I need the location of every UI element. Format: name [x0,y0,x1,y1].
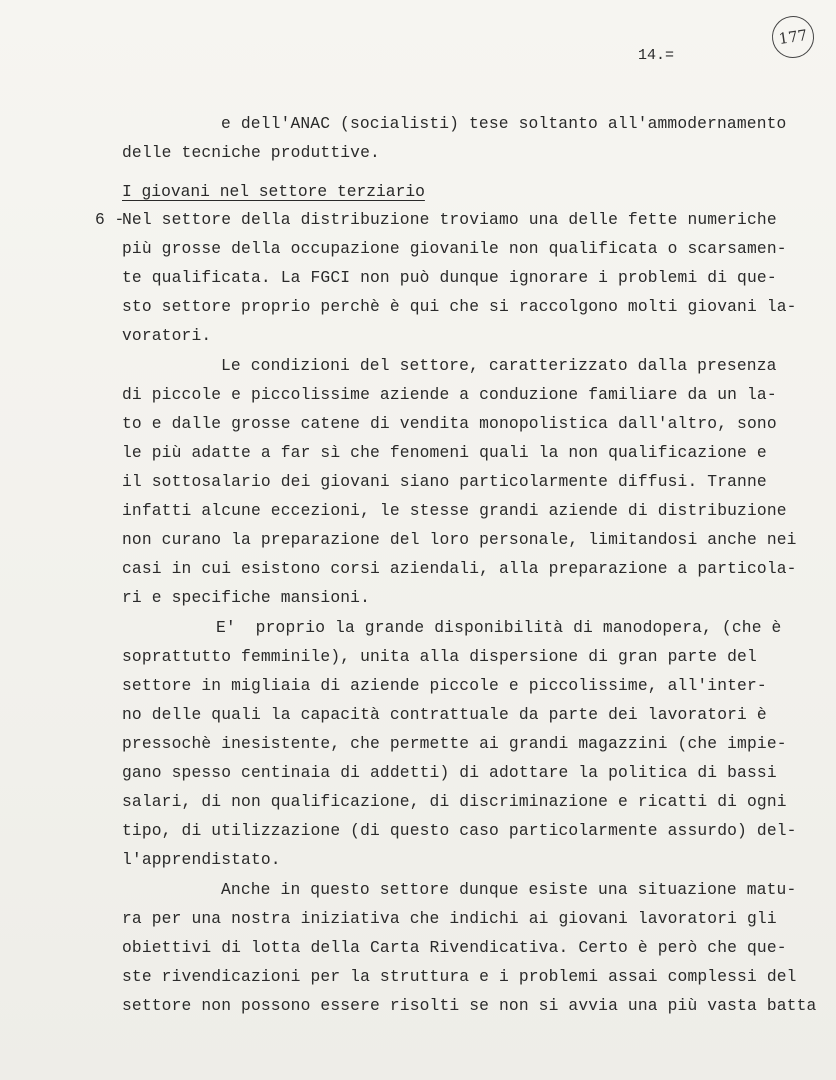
text-line: salari, di non qualificazione, di discriminazione e ricatti di ogni [122,792,787,811]
text-line: casi in cui esistono corsi aziendali, alla preparazione a particola- [122,559,797,578]
text-line: il sottosalario dei giovani siano particolarmente diffusi. Tranne [122,472,767,491]
text-line: E' proprio la grande disponibilità di manodopera, (che è [216,618,782,637]
text-line: Anche in questo settore dunque esiste una situazione matu- [221,880,797,899]
text-line: le più adatte a far sì che fenomeni quali la non qualificazione e [122,443,767,462]
intro-line: delle tecniche produttive. [122,143,380,162]
page-number: 14.= [638,47,675,64]
archive-stamp: 177 [769,13,816,60]
text-line: più grosse della occupazione giovanile non qualificata o scarsamen- [122,239,787,258]
text-line: ra per una nostra iniziativa che indichi ai giovani lavoratori gli [122,909,777,928]
text-line: settore non possono essere risolti se non si avvia una più vasta batta [122,996,817,1015]
text-line: ste rivendicazioni per la struttura e i problemi assai complessi del [122,967,797,986]
text-line: obiettivi di lotta della Carta Rivendicativa. Certo è però che que- [122,938,787,957]
text-line: voratori. [122,326,212,345]
text-line: tipo, di utilizzazione (di questo caso particolarmente assurdo) del- [122,821,797,840]
text-line: l'apprendistato. [122,850,281,869]
text-line: pressochè inesistente, che permette ai grandi magazzini (che impie- [122,734,787,753]
paragraph-number: 6 - [95,210,125,229]
section-heading: I giovani nel settore terziario [122,182,425,201]
text-line: to e dalle grosse catene di vendita monopolistica dall'altro, sono [122,414,777,433]
text-line: infatti alcune eccezioni, le stesse grandi aziende di distribuzione [122,501,787,520]
text-line: Nel settore della distribuzione troviamo una delle fette numeriche [122,210,777,229]
intro-line: e dell'ANAC (socialisti) tese soltanto all'ammodernamento [221,114,787,133]
text-line: gano spesso centinaia di addetti) di adottare la politica di bassi [122,763,777,782]
text-line: non curano la preparazione del loro personale, limitandosi anche nei [122,530,797,549]
text-line: no delle quali la capacità contrattuale da parte dei lavoratori è [122,705,767,724]
text-line: ri e specifiche mansioni. [122,588,371,607]
text-line: soprattutto femminile), unita alla dispersione di gran parte del [122,647,757,666]
text-line: di piccole e piccolissime aziende a conduzione familiare da un la- [122,385,777,404]
text-line: te qualificata. La FGCI non può dunque ignorare i problemi di que- [122,268,777,287]
text-line: settore in migliaia di aziende piccole e piccolissime, all'inter- [122,676,767,695]
text-line: Le condizioni del settore, caratterizzato dalla presenza [221,356,777,375]
text-line: sto settore proprio perchè è qui che si raccolgono molti giovani la- [122,297,797,316]
